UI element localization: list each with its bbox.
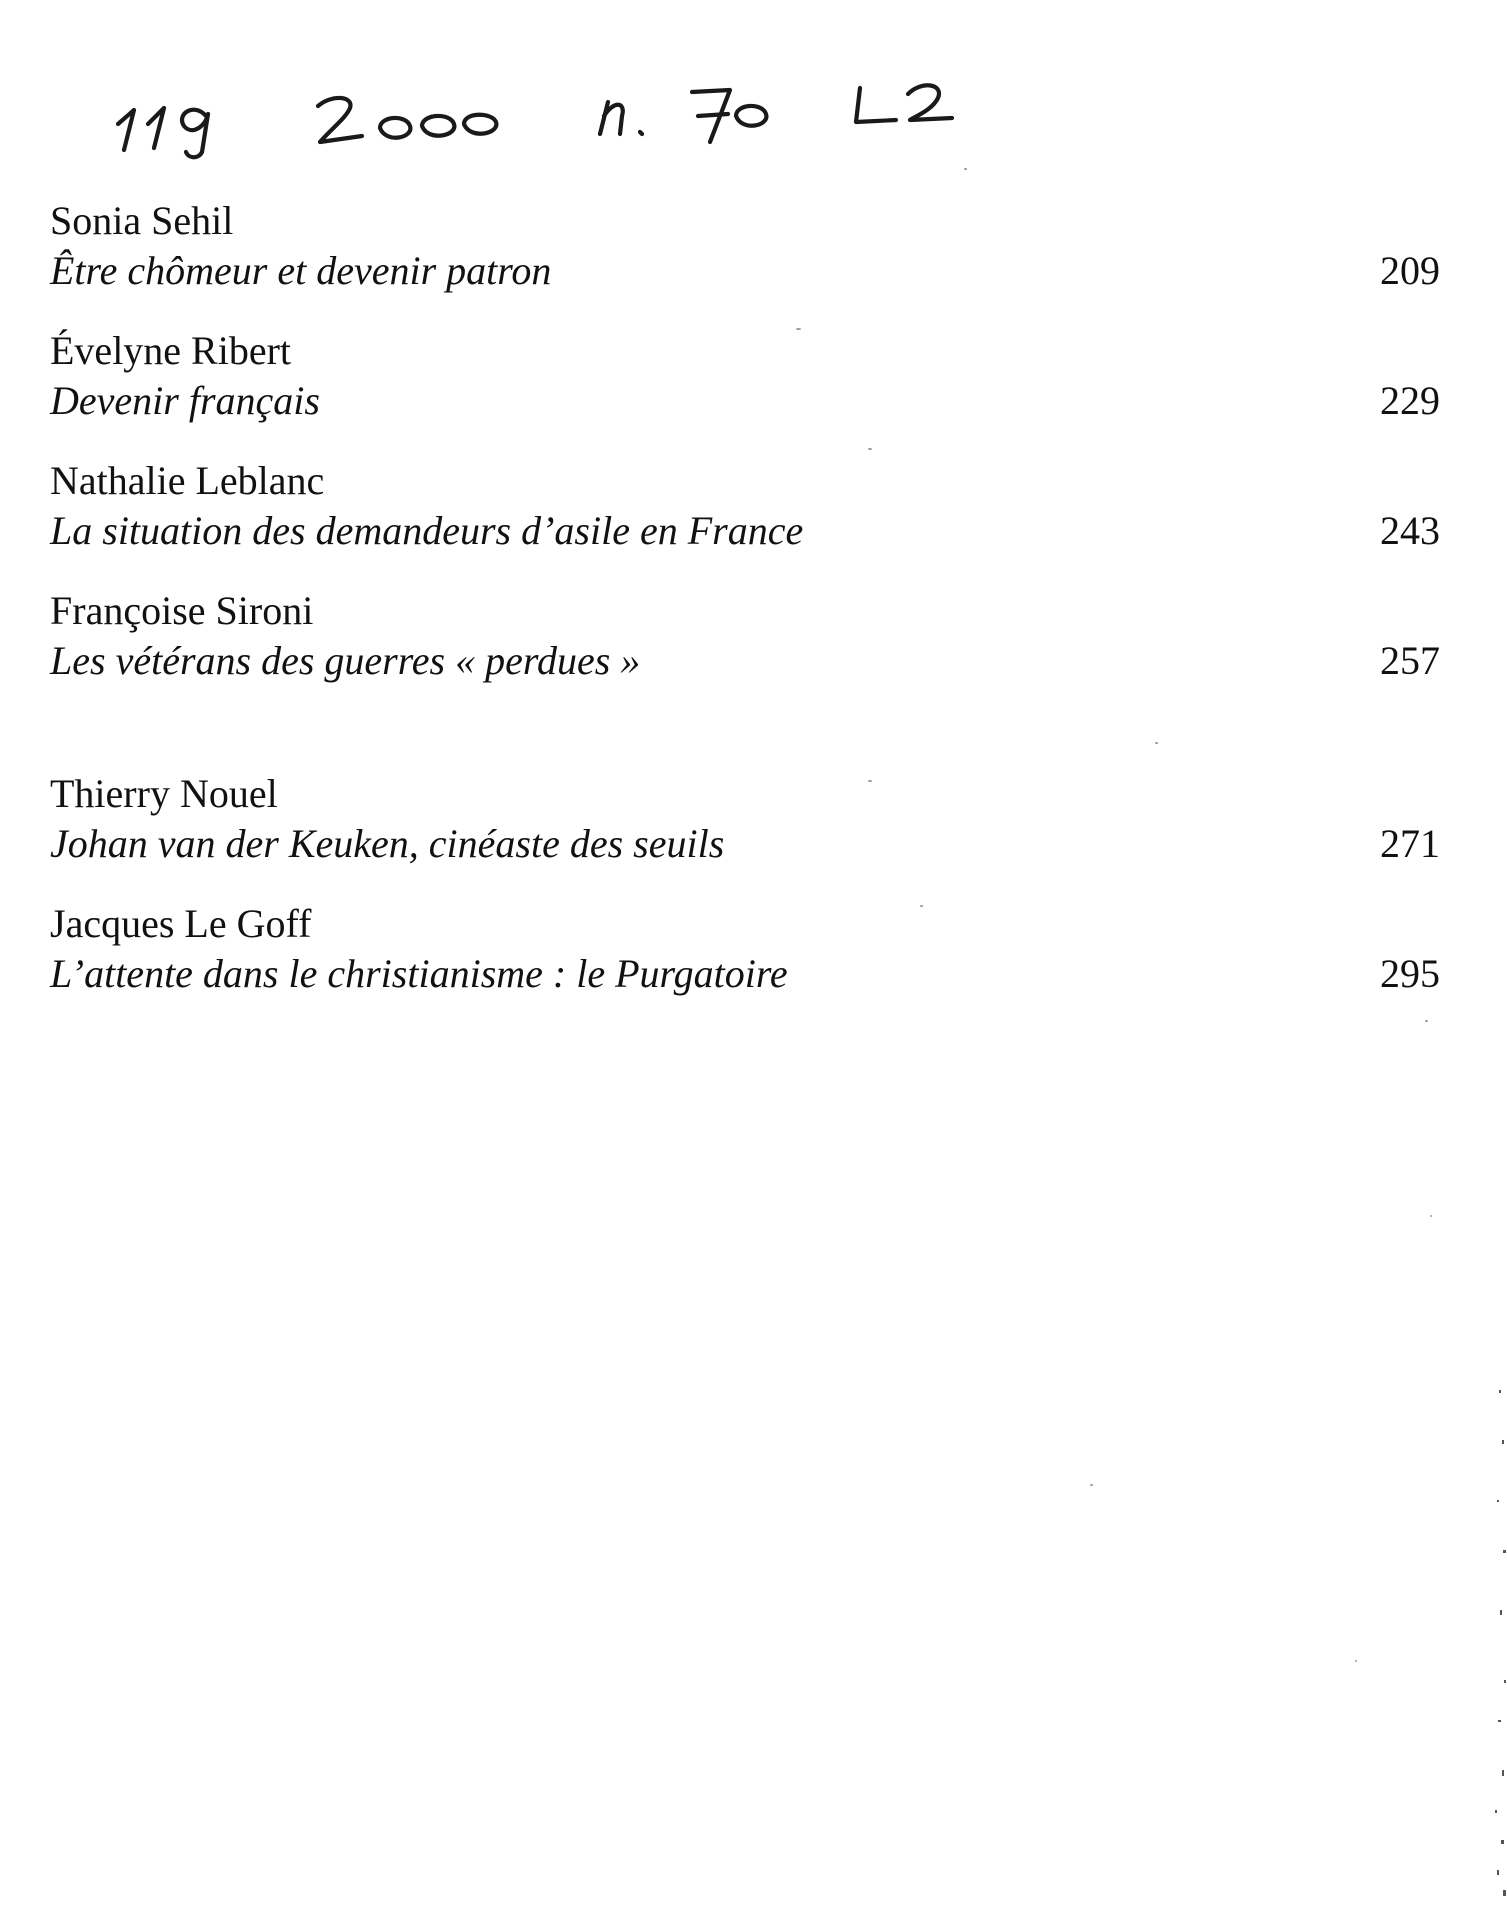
toc-author: Thierry Nouel bbox=[50, 771, 278, 816]
scan-speck bbox=[1090, 1484, 1093, 1486]
scan-speck bbox=[1430, 1215, 1432, 1217]
scan-speck bbox=[796, 328, 801, 330]
toc-entry bbox=[50, 587, 1440, 697]
toc-author: Nathalie Leblanc bbox=[50, 458, 325, 503]
toc-page-number: 271 bbox=[1380, 821, 1440, 866]
toc-title: L’attente dans le christianisme : le Purgatoire bbox=[50, 951, 788, 996]
toc-title: Être chômeur et devenir patron bbox=[50, 248, 552, 293]
toc-title: La situation des demandeurs d’asile en France bbox=[50, 508, 804, 553]
scan-edge-noise bbox=[1489, 1380, 1507, 1910]
toc-entry bbox=[50, 457, 1440, 567]
toc-title: Johan van der Keuken, cinéaste des seuils bbox=[50, 821, 725, 866]
scan-speck bbox=[1355, 1660, 1357, 1662]
scan-speck bbox=[868, 780, 872, 782]
toc-page-number: 209 bbox=[1380, 248, 1440, 293]
toc-author: Évelyne Ribert bbox=[50, 328, 292, 373]
toc-author: Françoise Sironi bbox=[50, 588, 314, 633]
toc-entry bbox=[50, 327, 1440, 437]
toc-page-number: 243 bbox=[1380, 508, 1440, 553]
handwritten-call-number bbox=[110, 72, 1070, 162]
scan-speck bbox=[1425, 1020, 1428, 1022]
toc-page-number: 229 bbox=[1380, 378, 1440, 423]
toc-title: Devenir français bbox=[50, 378, 320, 423]
toc-title: Les vétérans des guerres « perdues » bbox=[50, 638, 641, 683]
toc-entry bbox=[50, 197, 1440, 307]
toc-entry bbox=[50, 900, 1440, 1010]
toc-author: Sonia Sehil bbox=[50, 198, 234, 243]
toc-author: Jacques Le Goff bbox=[50, 901, 312, 946]
handwriting-drawing bbox=[110, 72, 1070, 162]
scan-speck bbox=[1155, 742, 1158, 744]
toc-page-number: 295 bbox=[1380, 951, 1440, 996]
scan-speck bbox=[964, 168, 967, 170]
scan-speck bbox=[868, 448, 872, 450]
toc-page-number: 257 bbox=[1380, 638, 1440, 683]
toc-entry bbox=[50, 770, 1440, 880]
scan-speck bbox=[920, 905, 923, 907]
